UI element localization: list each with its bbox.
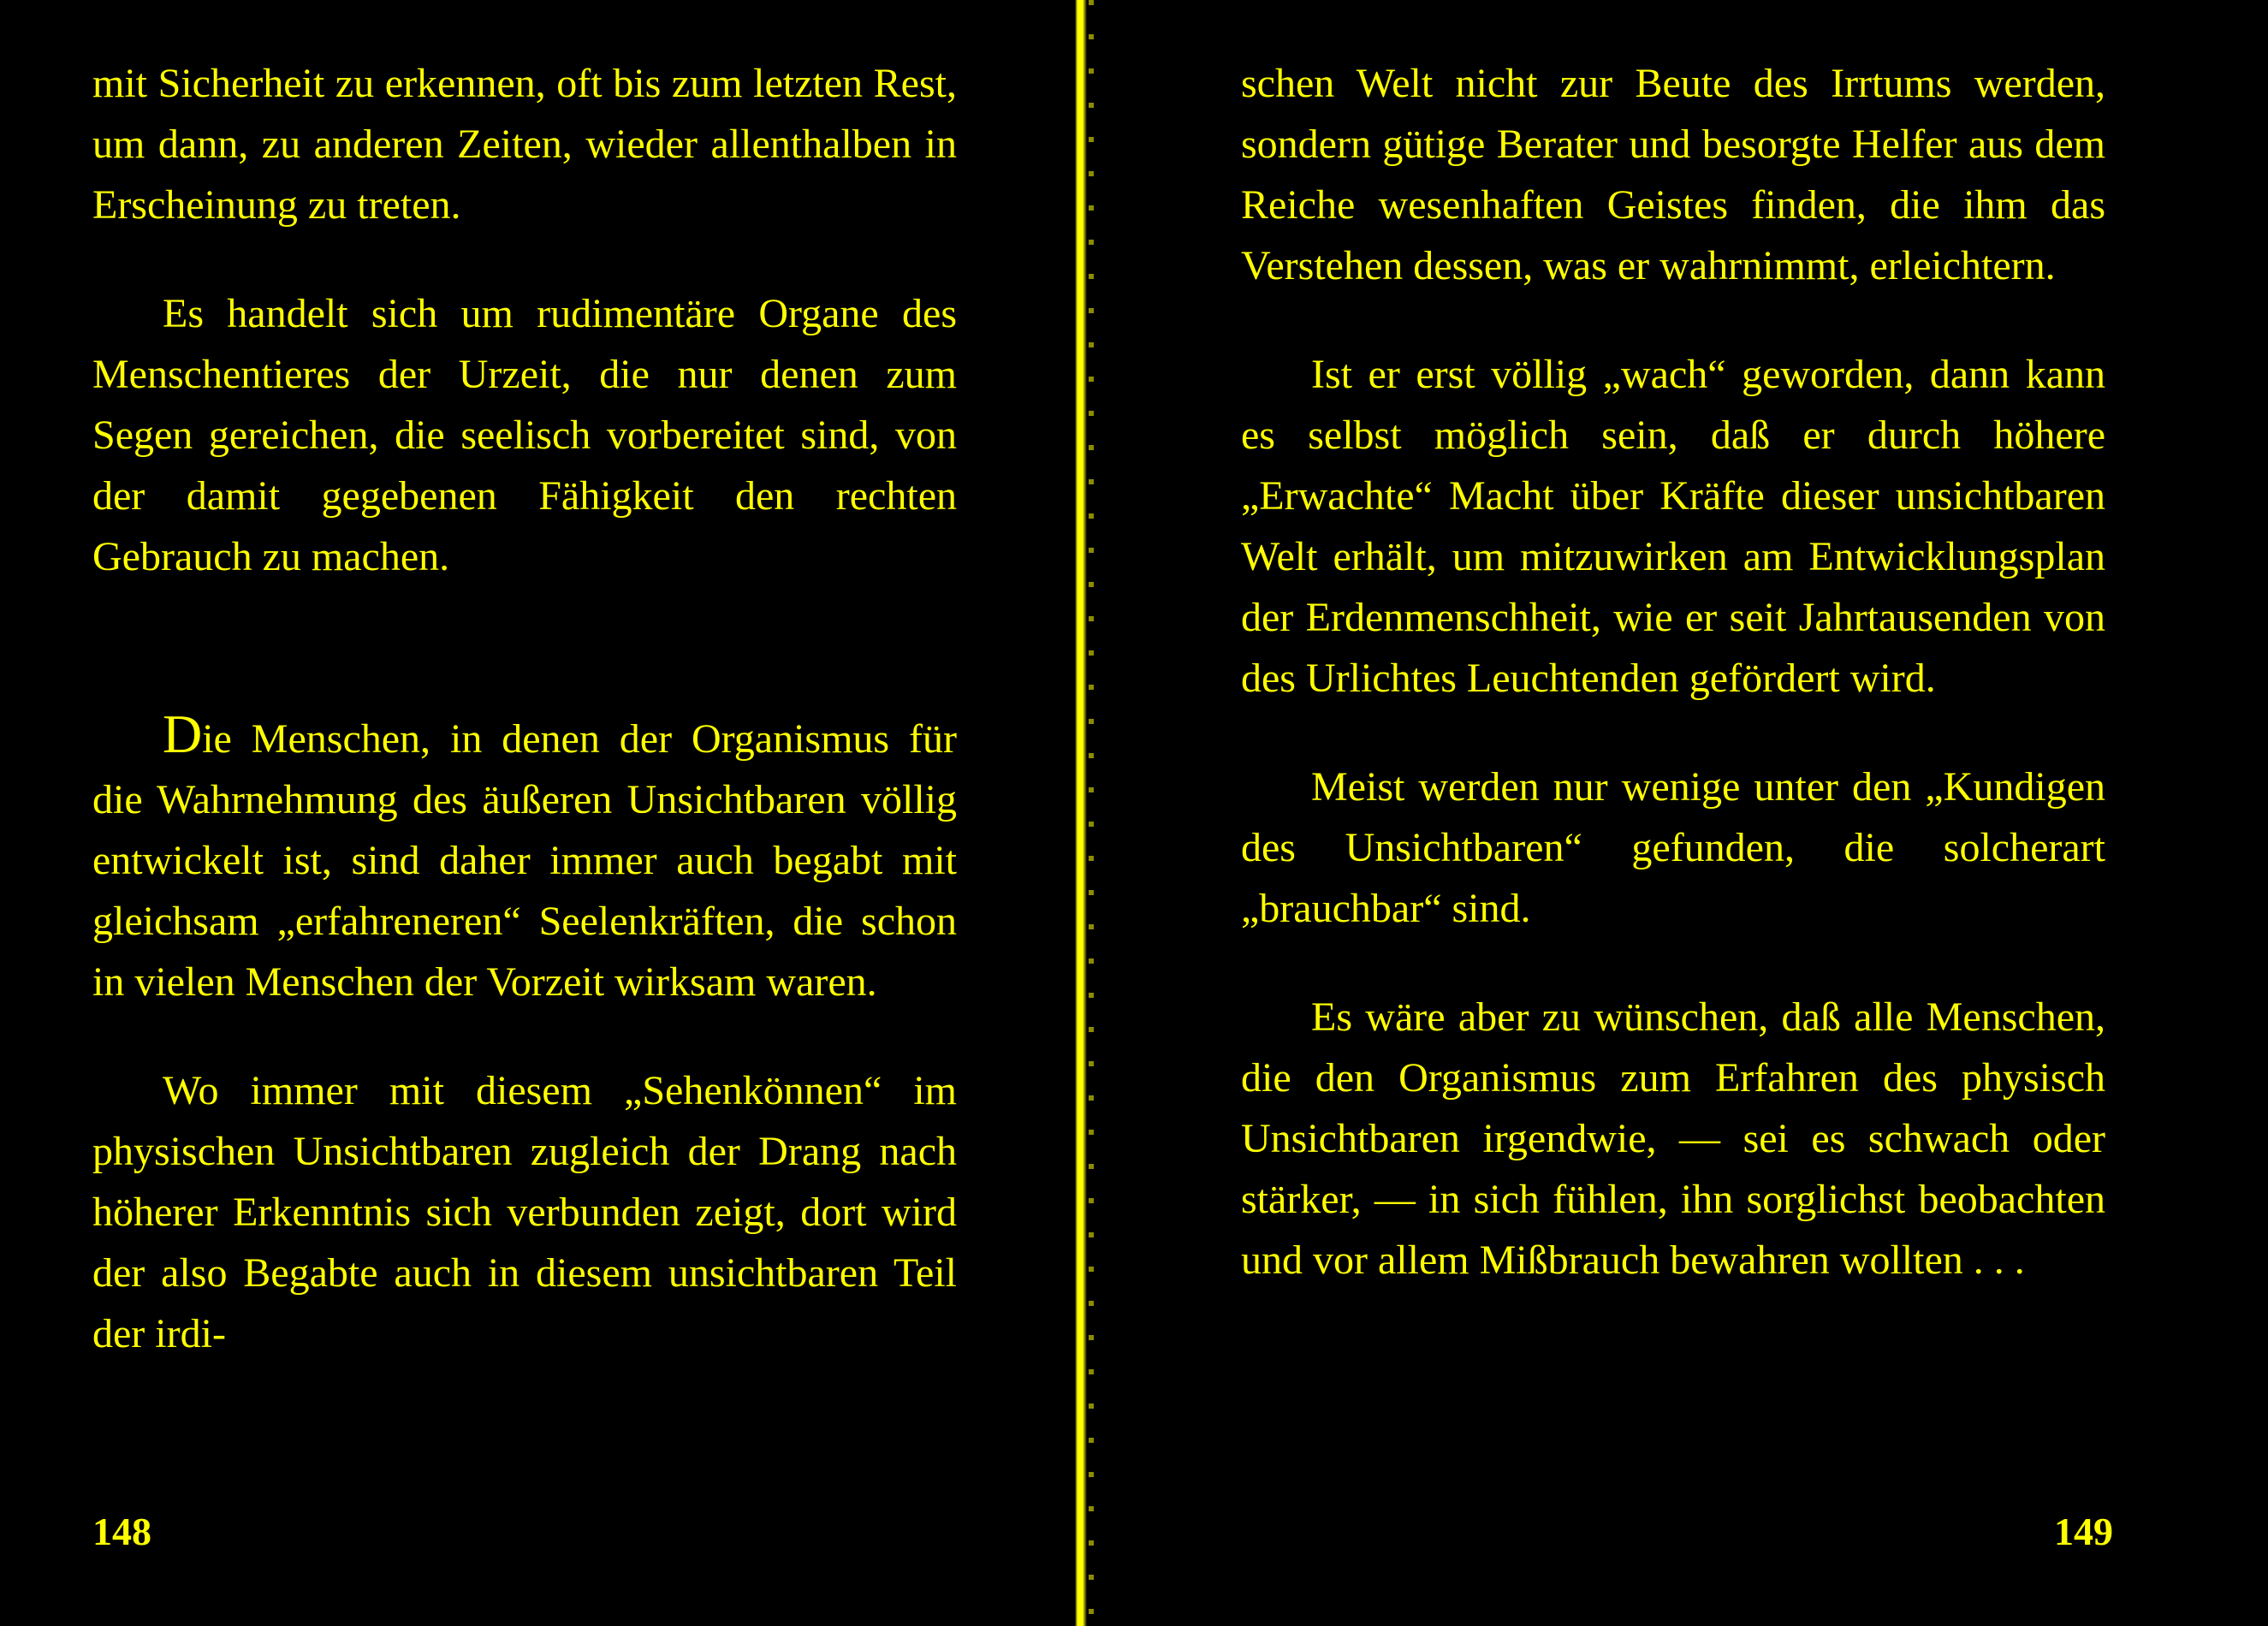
paragraph: mit Sicherheit zu erkennen, oft bis zum letzten Rest, um dann, zu anderen Zeiten, wieder allenthalben in Erscheinung zu treten. <box>92 61 957 228</box>
initial-letter: D <box>163 703 203 764</box>
paragraph: schen Welt nicht zur Beute des Irrtums werden, sondern gütige Berater und besorgte Helfer aus dem Reiche wesenhaften Geistes finden, die ihm das Verstehen dessen, was er wahrnimmt, erleichtern. <box>1241 61 2105 288</box>
paragraph: Es wäre aber zu wünschen, daß alle Menschen, die den Organismus zum Erfahren des physisch Unsichtbaren irgendwie, — sei es schwach oder stärker, — in sich fühlen, ihn sorglichst beobachten und vor allem Mißbrauch bewahren wollten . . . <box>1241 994 2105 1283</box>
book-gutter <box>1075 0 1087 1626</box>
paragraph-with-initial <box>92 703 957 1012</box>
paragraph: Meist werden nur wenige unter den „Kundigen des Unsichtbaren“ gefunden, die solcherart „brauchbar“ sind. <box>1241 764 2105 931</box>
page-number: 149 <box>2054 1510 2113 1553</box>
left-page-text <box>92 53 957 1364</box>
paragraph: Es handelt sich um rudimentäre Organe des Menschentieres der Urzeit, die nur denen zum Segen gereichen, die seelisch vorbereitet sind, von der damit gegebenen Fähigkeit den rechten Gebrauch zu machen. <box>92 291 957 579</box>
right-page-text <box>1241 53 2105 1291</box>
paragraph-text: ie Menschen, in denen der Organismus für die Wahrnehmung des äußeren Unsichtbaren völlig entwickelt ist, sind daher immer auch begabt mit gleichsam „erfahreneren“ Seelenkräften, die schon in vielen Menschen der Vorzeit wirksam waren. <box>92 716 957 1005</box>
gutter-edge <box>1089 0 1094 1626</box>
paragraph: Wo immer mit diesem „Sehenkönnen“ im physischen Unsichtbaren zugleich der Drang nach höherer Erkenntnis sich verbunden zeigt, dort wird der also Begabte auch in diesem unsichtbaren Teil der irdi- <box>92 1068 957 1356</box>
right-page <box>1104 0 2268 1626</box>
paragraph: Ist er erst völlig „wach“ geworden, dann kann es selbst möglich sein, daß er durch höhere „Erwachte“ Macht über Kräfte dieser unsichtbaren Welt erhält, um mitzuwirken am Entwicklungsplan der Erdenmenschheit, wie er seit Jahrtausenden von des Urlichtes Leuchtenden gefördert wird. <box>1241 352 2105 701</box>
page-number: 148 <box>92 1510 151 1553</box>
left-page <box>0 0 1080 1626</box>
